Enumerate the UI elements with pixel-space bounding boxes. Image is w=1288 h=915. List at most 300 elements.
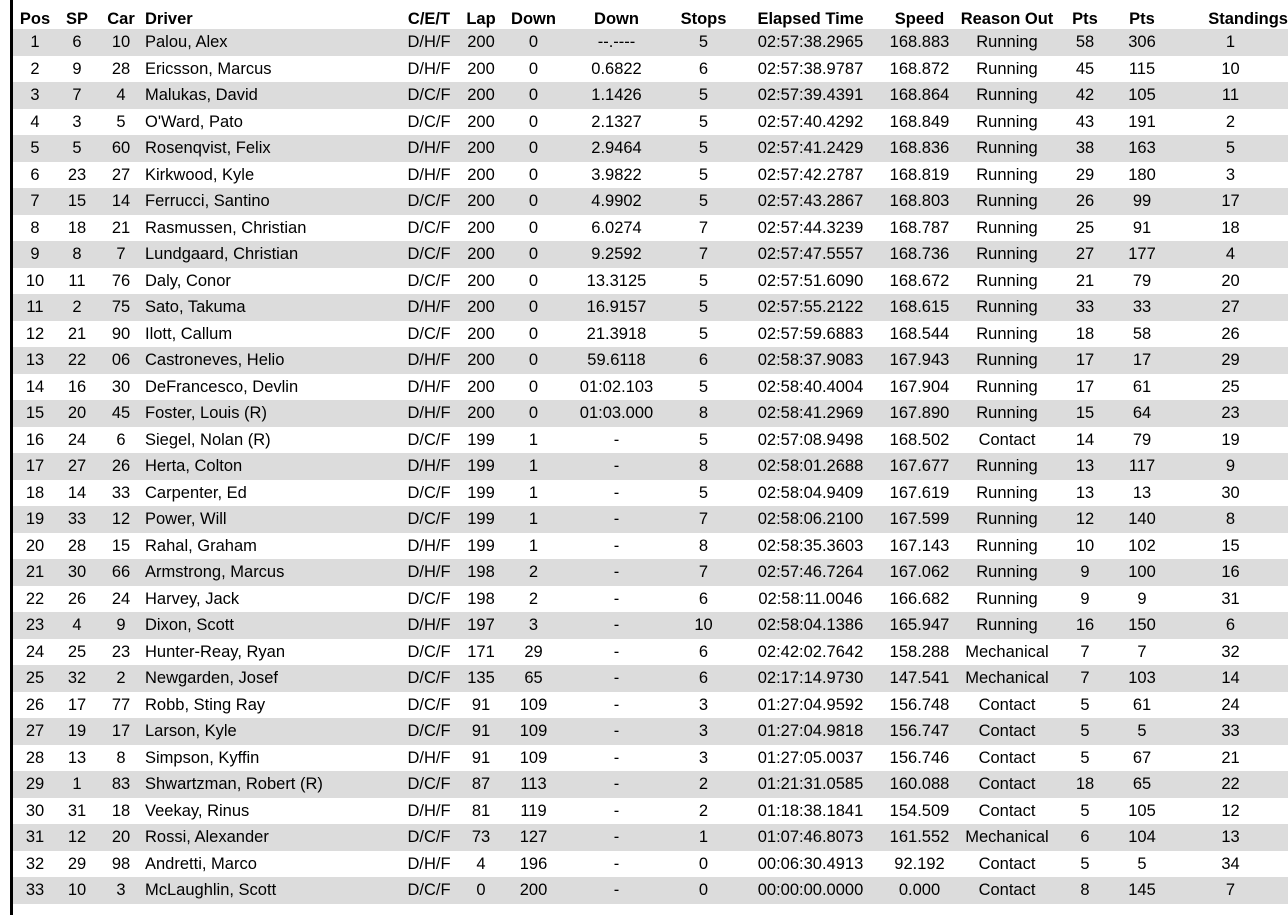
cell-time-down: 9.2592: [563, 241, 670, 268]
cell-pts: 9: [1059, 559, 1111, 586]
cell-cet: D/H/F: [400, 135, 458, 162]
cell-pos: 7: [13, 188, 57, 215]
cell-lap: 200: [458, 135, 504, 162]
cell-total-pts: 99: [1111, 188, 1173, 215]
cell-stops: 5: [698, 165, 709, 184]
table-row: [13, 241, 1288, 268]
table-row: [13, 718, 1288, 745]
cell-reason-out: Running: [955, 188, 1059, 215]
cell-pts: 18: [1075, 324, 1095, 343]
cell-reason-out: Running: [955, 559, 1059, 586]
table-row: [13, 215, 1288, 242]
cell-total-pts: 163: [1111, 135, 1173, 162]
cell-lap: 200: [467, 218, 495, 237]
cell-standings: 27: [1173, 294, 1288, 321]
cell-lap: 199: [458, 506, 504, 533]
cell-laps-down: 200: [504, 877, 563, 904]
cell-reason-out: Contact: [955, 718, 1059, 745]
cell-reason-out: Contact: [978, 695, 1036, 714]
cell-standings: 7: [1173, 877, 1288, 904]
cell-laps-down: 65: [504, 665, 563, 692]
cell-stops: 5: [670, 294, 737, 321]
cell-cet: D/H/F: [400, 559, 458, 586]
cell-reason-out: Mechanical: [955, 665, 1059, 692]
cell-cet: D/C/F: [400, 82, 458, 109]
cell-sp: 4: [57, 612, 97, 639]
cell-stops: 6: [698, 59, 709, 78]
cell-cet: D/H/F: [400, 294, 458, 321]
cell-standings: 16: [1173, 559, 1288, 586]
table-row: [13, 851, 1288, 878]
cell-standings: 26: [1221, 324, 1240, 343]
cell-car: 2: [97, 665, 145, 692]
cell-driver: Hunter-Reay, Ryan: [145, 642, 286, 661]
cell-reason-out: Running: [955, 506, 1059, 533]
cell-pos: 26: [25, 695, 45, 714]
cell-reason-out: Running: [976, 324, 1038, 343]
cell-reason-out: Running: [955, 453, 1059, 480]
cell-cet: D/C/F: [407, 218, 451, 237]
cell-pts: 43: [1075, 112, 1095, 131]
cell-driver: Sato, Takuma: [145, 294, 400, 321]
cell-car: 33: [111, 483, 131, 502]
table-row: [13, 877, 1288, 904]
cell-sp: 18: [67, 218, 87, 237]
cell-elapsed-time: 02:58:40.4004: [757, 377, 864, 396]
table-row: [13, 268, 1288, 295]
cell-speed: 168.883: [884, 29, 955, 56]
cell-total-pts: 58: [1132, 324, 1152, 343]
cell-elapsed-time: 02:57:47.5557: [737, 241, 884, 268]
cell-time-down: 59.6118: [563, 347, 670, 374]
cell-pos: 25: [13, 665, 57, 692]
cell-lap: 91: [471, 695, 491, 714]
cell-cet: D/C/F: [400, 188, 458, 215]
cell-standings: 1: [1173, 29, 1288, 56]
cell-reason-out: Contact: [978, 854, 1036, 873]
cell-stops: 7: [670, 241, 737, 268]
cell-pos: 18: [25, 483, 45, 502]
cell-pos: 5: [13, 135, 57, 162]
cell-sp: 13: [67, 748, 87, 767]
cell-pts: 16: [1059, 612, 1111, 639]
cell-car: 3: [97, 877, 145, 904]
cell-stops: 5: [698, 112, 709, 131]
cell-stops: 7: [670, 506, 737, 533]
cell-pts: 5: [1080, 854, 1090, 873]
cell-time-down: 21.3918: [586, 324, 647, 343]
cell-speed: 168.615: [884, 294, 955, 321]
cell-standings: 12: [1221, 801, 1240, 820]
cell-standings: 21: [1221, 748, 1240, 767]
cell-speed: 167.143: [889, 536, 950, 555]
cell-lap: 200: [458, 294, 504, 321]
cell-time-down: -: [563, 612, 670, 639]
cell-speed: 168.849: [889, 112, 950, 131]
cell-stops: 6: [698, 589, 709, 608]
cell-pts: 8: [1059, 877, 1111, 904]
cell-pos: 13: [13, 347, 57, 374]
cell-driver: Foster, Louis (R): [145, 400, 400, 427]
cell-elapsed-time: 01:27:04.9592: [757, 695, 864, 714]
cell-car: 30: [111, 377, 131, 396]
cell-laps-down: 0: [528, 324, 539, 343]
cell-pos: 20: [25, 536, 45, 555]
col-header-lap: Lap: [466, 10, 496, 28]
cell-pos: 4: [30, 112, 40, 131]
cell-time-down: -: [613, 695, 620, 714]
cell-time-down: 2.1327: [591, 112, 642, 131]
cell-total-pts: 102: [1128, 536, 1156, 555]
cell-speed: 156.748: [889, 695, 950, 714]
cell-sp: 28: [67, 536, 87, 555]
cell-pts: 7: [1059, 665, 1111, 692]
cell-elapsed-time: 01:21:31.0585: [737, 771, 884, 798]
cell-elapsed-time: 02:57:46.7264: [737, 559, 884, 586]
cell-pts: 10: [1075, 536, 1095, 555]
cell-standings: 6: [1173, 612, 1288, 639]
cell-pts: 5: [1080, 695, 1090, 714]
cell-car: 83: [97, 771, 145, 798]
cell-standings: 14: [1173, 665, 1288, 692]
col-header-driver: Driver: [145, 10, 193, 28]
cell-elapsed-time: 02:58:35.3603: [757, 536, 864, 555]
cell-driver: Ferrucci, Santino: [145, 188, 400, 215]
cell-sp: 22: [57, 347, 97, 374]
cell-standings: 3: [1225, 165, 1236, 184]
cell-speed: 168.672: [889, 271, 950, 290]
table-row: [13, 374, 1288, 401]
cell-laps-down: 0: [528, 59, 539, 78]
col-header-pts: Pts: [1072, 10, 1098, 28]
cell-time-down: -: [563, 453, 670, 480]
cell-speed: 165.947: [884, 612, 955, 639]
cell-total-pts: 177: [1111, 241, 1173, 268]
cell-pts: 17: [1059, 347, 1111, 374]
cell-pts: 21: [1075, 271, 1095, 290]
cell-driver: Simpson, Kyffin: [145, 748, 260, 767]
cell-total-pts: 9: [1137, 589, 1147, 608]
cell-car: 77: [111, 695, 131, 714]
cell-sp: 19: [57, 718, 97, 745]
cell-driver: Carpenter, Ed: [145, 483, 247, 502]
cell-driver: Ericsson, Marcus: [145, 59, 272, 78]
cell-laps-down: 109: [504, 718, 563, 745]
cell-total-pts: 145: [1111, 877, 1173, 904]
cell-time-down: 01:03.000: [563, 400, 670, 427]
cell-standings: 17: [1173, 188, 1288, 215]
cell-cet: D/C/F: [400, 718, 458, 745]
cell-lap: 199: [467, 430, 495, 449]
table-row: [13, 506, 1288, 533]
cell-reason-out: Contact: [978, 801, 1036, 820]
cell-total-pts: 7: [1137, 642, 1147, 661]
cell-car: 27: [111, 165, 131, 184]
cell-laps-down: 3: [504, 612, 563, 639]
cell-time-down: -: [613, 536, 620, 555]
cell-pts: 15: [1059, 400, 1111, 427]
cell-total-pts: 150: [1111, 612, 1173, 639]
cell-reason-out: Running: [976, 112, 1038, 131]
cell-total-pts: 191: [1128, 112, 1156, 131]
cell-cet: D/H/F: [407, 377, 451, 396]
cell-lap: 200: [467, 324, 495, 343]
cell-cet: D/C/F: [400, 771, 458, 798]
cell-reason-out: Running: [976, 271, 1038, 290]
cell-cet: D/C/F: [407, 271, 451, 290]
cell-driver: Shwartzman, Robert (R): [145, 771, 400, 798]
cell-pos: 6: [30, 165, 40, 184]
cell-driver: O'Ward, Pato: [145, 112, 243, 131]
cell-driver: Palou, Alex: [145, 29, 400, 56]
table-row: [13, 559, 1288, 586]
cell-laps-down: 2: [504, 559, 563, 586]
cell-cet: D/C/F: [400, 877, 458, 904]
table-row: [13, 109, 1288, 136]
cell-elapsed-time: 00:00:00.0000: [737, 877, 884, 904]
cell-pos: 9: [13, 241, 57, 268]
col-header-total-pts: Pts: [1129, 10, 1155, 28]
cell-speed: 0.000: [884, 877, 955, 904]
cell-total-pts: 115: [1128, 59, 1156, 78]
cell-driver: Lundgaard, Christian: [145, 241, 400, 268]
cell-pts: 14: [1075, 430, 1095, 449]
cell-cet: D/H/F: [407, 536, 451, 555]
cell-cet: D/C/F: [407, 642, 451, 661]
cell-speed: 168.864: [884, 82, 955, 109]
cell-stops: 5: [670, 135, 737, 162]
results-body: [13, 29, 1288, 904]
cell-car: 12: [97, 506, 145, 533]
cell-elapsed-time: 02:57:59.6883: [757, 324, 864, 343]
col-header-pos: Pos: [19, 10, 51, 28]
cell-standings: 25: [1221, 377, 1240, 396]
cell-sp: 3: [72, 112, 82, 131]
cell-sp: 29: [67, 854, 87, 873]
cell-sp: 32: [57, 665, 97, 692]
cell-pos: 1: [13, 29, 57, 56]
cell-sp: 15: [57, 188, 97, 215]
cell-cet: D/C/F: [407, 589, 451, 608]
cell-reason-out: Contact: [978, 430, 1036, 449]
cell-stops: 5: [698, 377, 709, 396]
cell-stops: 0: [670, 877, 737, 904]
cell-sp: 17: [67, 695, 87, 714]
cell-pos: 29: [13, 771, 57, 798]
cell-speed: 168.736: [884, 241, 955, 268]
cell-stops: 6: [670, 347, 737, 374]
cell-lap: 200: [467, 165, 495, 184]
cell-pts: 9: [1080, 589, 1090, 608]
cell-time-down: 16.9157: [563, 294, 670, 321]
cell-total-pts: 180: [1128, 165, 1156, 184]
cell-laps-down: 196: [519, 854, 548, 873]
cell-car: 9: [97, 612, 145, 639]
cell-lap: 0: [458, 877, 504, 904]
cell-speed: 168.819: [889, 165, 950, 184]
cell-pts: 13: [1075, 483, 1095, 502]
cell-total-pts: 306: [1111, 29, 1173, 56]
cell-elapsed-time: 02:42:02.7642: [757, 642, 864, 661]
cell-driver: DeFrancesco, Devlin: [145, 377, 299, 396]
cell-pos: 24: [25, 642, 45, 661]
cell-time-down: -: [563, 506, 670, 533]
cell-stops: 5: [670, 188, 737, 215]
cell-pts: 17: [1075, 377, 1095, 396]
cell-total-pts: 105: [1111, 82, 1173, 109]
col-header-reason-out: Reason Out: [960, 10, 1054, 28]
cell-total-pts: 5: [1111, 718, 1173, 745]
cell-elapsed-time: 02:57:08.9498: [757, 430, 864, 449]
cell-laps-down: 0: [528, 165, 539, 184]
cell-total-pts: 33: [1111, 294, 1173, 321]
cell-pts: 5: [1059, 718, 1111, 745]
cell-sp: 30: [57, 559, 97, 586]
cell-total-pts: 61: [1132, 695, 1152, 714]
cell-reason-out: Running: [955, 347, 1059, 374]
cell-elapsed-time: 02:57:43.2867: [737, 188, 884, 215]
cell-speed: 167.599: [884, 506, 955, 533]
cell-car: 7: [97, 241, 145, 268]
cell-pos: 19: [13, 506, 57, 533]
cell-driver: Power, Will: [145, 506, 400, 533]
cell-car: 17: [97, 718, 145, 745]
cell-driver: Andretti, Marco: [145, 854, 257, 873]
cell-laps-down: 0: [504, 135, 563, 162]
cell-pos: 3: [13, 82, 57, 109]
cell-lap: 171: [467, 642, 495, 661]
cell-laps-down: 0: [504, 188, 563, 215]
cell-speed: 168.803: [884, 188, 955, 215]
cell-time-down: -: [613, 801, 620, 820]
table-row: [13, 321, 1288, 348]
cell-pts: 27: [1059, 241, 1111, 268]
cell-reason-out: Running: [976, 589, 1038, 608]
cell-time-down: -: [563, 665, 670, 692]
cell-speed: 168.836: [884, 135, 955, 162]
cell-laps-down: 0: [528, 271, 539, 290]
cell-time-down: 6.0274: [591, 218, 642, 237]
cell-sp: 23: [67, 165, 87, 184]
cell-driver: Rosenqvist, Felix: [145, 135, 400, 162]
cell-lap: 81: [471, 801, 491, 820]
table-row: [13, 294, 1288, 321]
cell-standings: 31: [1221, 589, 1240, 608]
cell-elapsed-time: 00:06:30.4913: [757, 854, 864, 873]
cell-reason-out: Running: [976, 377, 1038, 396]
cell-sp: 31: [67, 801, 87, 820]
cell-cet: D/H/F: [407, 854, 451, 873]
cell-car: 66: [97, 559, 145, 586]
cell-cet: D/C/F: [407, 695, 451, 714]
cell-pts: 33: [1059, 294, 1111, 321]
cell-sp: 6: [57, 29, 97, 56]
cell-speed: 168.544: [889, 324, 950, 343]
cell-total-pts: 17: [1111, 347, 1173, 374]
cell-elapsed-time: 01:18:38.1841: [757, 801, 864, 820]
cell-sp: 25: [67, 642, 87, 661]
cell-speed: 92.192: [894, 854, 945, 873]
cell-time-down: -: [563, 771, 670, 798]
cell-stops: 8: [698, 536, 709, 555]
cell-stops: 3: [670, 718, 737, 745]
cell-standings: 19: [1221, 430, 1240, 449]
cell-speed: 167.677: [884, 453, 955, 480]
cell-elapsed-time: 02:58:37.9083: [737, 347, 884, 374]
cell-pts: 38: [1059, 135, 1111, 162]
cell-driver: Veekay, Rinus: [145, 801, 250, 820]
cell-standings: 15: [1221, 536, 1240, 555]
cell-laps-down: 109: [519, 748, 548, 767]
cell-pos: 32: [25, 854, 45, 873]
cell-lap: 200: [467, 377, 495, 396]
cell-speed: 168.787: [889, 218, 950, 237]
cell-time-down: 01:02.103: [579, 377, 654, 396]
cell-sp: 26: [67, 589, 87, 608]
cell-reason-out: Running: [976, 218, 1038, 237]
cell-pos: 30: [25, 801, 45, 820]
cell-pts: 5: [1080, 801, 1090, 820]
table-row: [13, 56, 1288, 83]
cell-cet: D/H/F: [400, 453, 458, 480]
col-header-time-down: Down: [594, 10, 639, 28]
cell-elapsed-time: 02:58:41.2969: [737, 400, 884, 427]
cell-lap: 199: [467, 536, 495, 555]
cell-sp: 5: [57, 135, 97, 162]
cell-stops: 8: [670, 400, 737, 427]
cell-driver: McLaughlin, Scott: [145, 877, 400, 904]
cell-pos: 12: [25, 324, 45, 343]
cell-speed: 147.541: [884, 665, 955, 692]
cell-stops: 5: [698, 271, 709, 290]
cell-reason-out: Contact: [978, 748, 1036, 767]
table-row: [13, 29, 1288, 56]
cell-standings: 18: [1221, 218, 1240, 237]
table-row: [13, 453, 1288, 480]
cell-sp: 14: [67, 483, 87, 502]
cell-cet: D/C/F: [407, 112, 451, 131]
cell-pos: 11: [13, 294, 57, 321]
cell-standings: 23: [1173, 400, 1288, 427]
cell-elapsed-time: 02:57:51.6090: [757, 271, 864, 290]
cell-time-down: -: [613, 642, 620, 661]
cell-pts: 26: [1059, 188, 1111, 215]
cell-reason-out: Contact: [955, 771, 1059, 798]
cell-sp: 27: [57, 453, 97, 480]
cell-speed: 167.062: [884, 559, 955, 586]
cell-standings: 2: [1225, 112, 1236, 131]
cell-car: 98: [111, 854, 131, 873]
cell-car: 10: [97, 29, 145, 56]
cell-speed: 160.088: [884, 771, 955, 798]
cell-standings: 29: [1173, 347, 1288, 374]
cell-sp: 21: [67, 324, 87, 343]
cell-stops: 7: [698, 218, 709, 237]
cell-elapsed-time: 01:27:05.0037: [757, 748, 864, 767]
cell-car: 26: [97, 453, 145, 480]
cell-time-down: -: [613, 748, 620, 767]
cell-car: 23: [111, 642, 131, 661]
cell-driver: Rahal, Graham: [145, 536, 257, 555]
cell-car: 76: [111, 271, 131, 290]
table-row: [13, 480, 1288, 507]
table-row: [13, 586, 1288, 613]
cell-pos: 10: [25, 271, 45, 290]
cell-laps-down: 0: [504, 82, 563, 109]
table-row: [13, 400, 1288, 427]
cell-pts: 7: [1080, 642, 1090, 661]
table-row: [13, 533, 1288, 560]
